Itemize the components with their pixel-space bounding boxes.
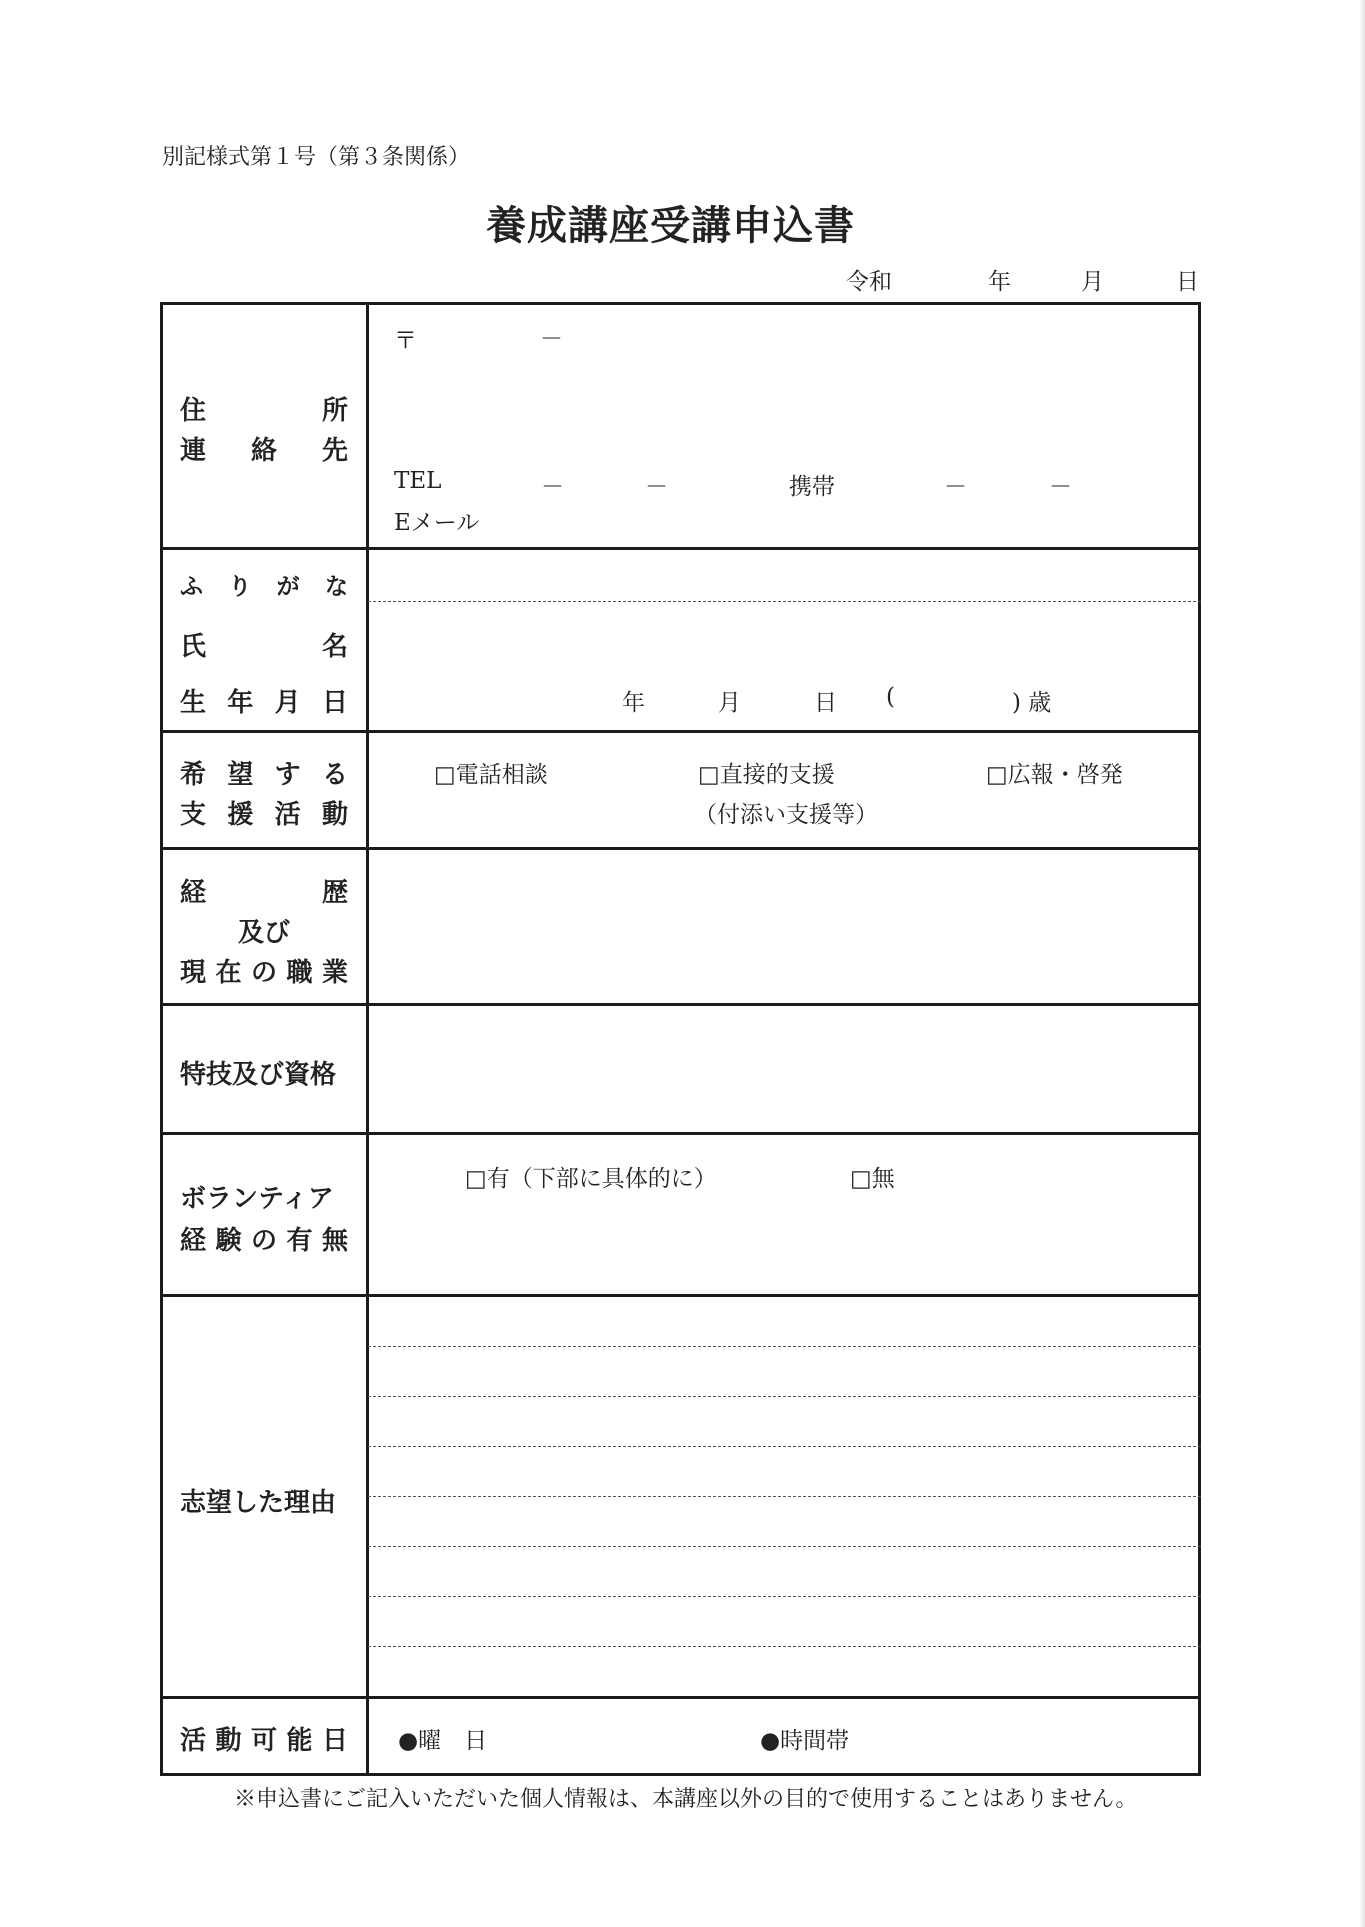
reason-label: 志望した理由 — [180, 1488, 337, 1518]
age-label: ) 歳 — [1012, 690, 1052, 716]
date-year[interactable]: 年 — [988, 269, 1011, 295]
option-direct-support[interactable]: □直接的支援 — [698, 762, 835, 788]
reason-line — [368, 1646, 1201, 1647]
page-edge-shadow — [1359, 0, 1365, 1927]
form-number: 別記様式第１号（第３条関係） — [162, 145, 471, 170]
tel-label: TEL — [394, 468, 442, 494]
option-volunteer-yes[interactable]: □有（下部に具体的に） — [465, 1166, 717, 1192]
mobile-dash: － — [944, 474, 967, 500]
row-divider — [160, 547, 1201, 550]
activity-label-line2: 支 援 活 動 — [180, 800, 348, 830]
reason-line — [368, 1346, 1201, 1347]
availability-label: 活 動 可 能 日 — [180, 1726, 348, 1756]
mobile-dash: － — [1049, 474, 1072, 500]
tel-dash: － — [645, 474, 668, 500]
name-label: 氏 名 — [180, 632, 348, 662]
privacy-footnote: ※申込書にご記入いただいた個人情報は、本講座以外の目的で使用することはありません。 — [234, 1787, 1138, 1812]
reason-line — [368, 1396, 1201, 1397]
career-label-line1: 経 歴 — [180, 878, 348, 908]
row-divider — [160, 1294, 1201, 1297]
birthdate-label: 生 年 月 日 — [180, 688, 348, 718]
reason-line — [368, 1496, 1201, 1497]
reason-line — [368, 1446, 1201, 1447]
row-divider — [160, 1696, 1201, 1699]
option-volunteer-no[interactable]: □無 — [850, 1166, 895, 1192]
label-column-divider — [366, 302, 369, 1776]
option-direct-note: （付添い支援等） — [694, 802, 878, 828]
tel-dash: － — [541, 474, 564, 500]
date-day[interactable]: 日 — [1176, 269, 1199, 295]
option-public-relations[interactable]: □広報・啓発 — [986, 762, 1123, 788]
contact-label: 連 絡 先 — [180, 436, 348, 466]
row-divider — [160, 1132, 1201, 1135]
available-time[interactable]: ●時間帯 — [760, 1728, 850, 1754]
date-month[interactable]: 月 — [1081, 269, 1104, 295]
available-weekday[interactable]: ●曜 日 — [398, 1728, 488, 1754]
volunteer-label-line1: ボランティア — [180, 1184, 334, 1214]
age-open-paren: ( — [886, 684, 895, 710]
birth-month[interactable]: 月 — [718, 690, 741, 716]
reason-line — [368, 1546, 1201, 1547]
row-divider — [160, 847, 1201, 850]
activity-label-line1: 希 望 す る — [180, 760, 348, 790]
career-label-line3: 現 在 の 職 業 — [180, 958, 348, 988]
skills-label: 特技及び資格 — [180, 1060, 337, 1090]
birth-day[interactable]: 日 — [814, 690, 837, 716]
application-form-table — [160, 302, 1201, 1776]
mobile-label: 携帯 — [789, 474, 835, 500]
address-label: 住 所 — [180, 396, 348, 426]
furigana-divider — [368, 601, 1201, 602]
row-divider — [160, 730, 1201, 733]
birth-year[interactable]: 年 — [622, 690, 645, 716]
postal-dash: － — [540, 326, 563, 352]
career-label-line2: 及び — [237, 918, 290, 948]
row-divider — [160, 1003, 1201, 1006]
option-phone-consult[interactable]: □電話相談 — [434, 762, 548, 788]
postal-mark: 〒 — [394, 328, 417, 354]
reason-line — [368, 1596, 1201, 1597]
furigana-label: ふ り が な — [180, 574, 348, 600]
table-frame — [160, 302, 1201, 1776]
page-title: 養成講座受講申込書 — [486, 203, 855, 249]
date-era: 令和 — [846, 269, 892, 295]
volunteer-label-line2: 経 験 の 有 無 — [180, 1226, 348, 1256]
email-label: Eメール — [394, 510, 480, 536]
